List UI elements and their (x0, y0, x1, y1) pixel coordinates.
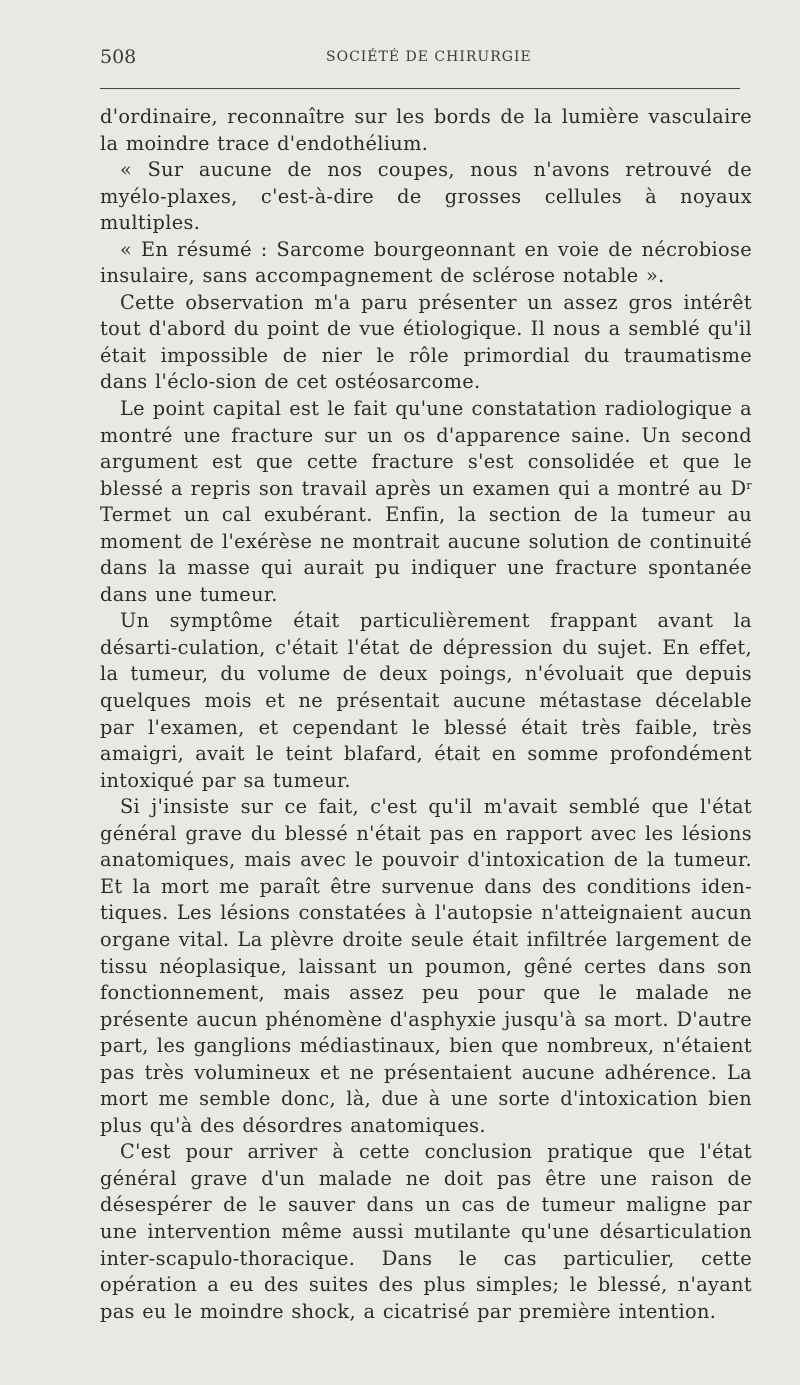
page-number: 508 (100, 46, 137, 68)
paragraph: « Sur aucune de nos coupes, nous n'avons retrouvé de myélo-plaxes, c'est-à-dire de grosses cellules à noyaux multiples. (100, 158, 752, 235)
paragraph: Cette observation m'a paru présenter un assez gros intérêt tout d'abord du point de vue étiologique. Il nous a semblé qu'il était impossible de nier le rôle primordial du traumatisme dans l'éclo-sion de cet ostéosarcome. (100, 290, 752, 394)
paragraph: d'ordinaire, reconnaître sur les bords de la lumière vasculaire la moindre trace d'endothélium. (100, 105, 752, 155)
paragraph-text: Termet un cal exubérant. Enfin, la section de la tumeur au moment de l'exérèse ne montrait aucune solution de continuité dans la masse qui aurait pu indiquer une fracture spontanée dans une tumeur. (100, 503, 752, 606)
page-header (100, 46, 750, 72)
paragraph: « En résumé : Sarcome bourgeonnant en voie de nécrobiose insulaire, sans accompagnement de sclérose notable ». (100, 237, 752, 288)
paragraph (100, 396, 752, 608)
paragraph: Si j'insiste sur ce fait, c'est qu'il m'avait semblé que l'état général grave du blessé n'était pas en rapport avec les lésions anatomiques, mais avec le pouvoir d'intoxication de la tumeur. Et la mort me paraît être survenue dans des conditions iden-tiques. Les lésions constatées à l'autopsie n'atteignaient aucun organe vital. La plèvre droite seule était infiltrée largement de tissu néoplasique, laissant un poumon, gêné certes dans son fonctionnement, mais assez peu pour que le malade ne présente aucun phénomène d'asphyxie jusqu'à sa mort. D'autre part, les ganglions médiastinaux, bien que nombreux, n'étaient pas très volumineux et ne présentaient aucune adhérence. La mort me semble donc, là, due à une sorte d'intoxication bien plus qu'à des désordres anatomiques. (100, 795, 752, 1137)
superscript: r (746, 478, 752, 492)
paragraph: Un symptôme était particulièrement frappant avant la désarti-culation, c'était l'état de dépression du sujet. En effet, la tumeur, du volume de deux poings, n'évoluait que depuis quelques mois et ne présentait aucune métastase décelable par l'examen, et cependant le blessé était très faible, très amaigri, avait le teint blafard, était en somme profondément intoxiqué par sa tumeur. (100, 609, 752, 792)
header-rule (100, 88, 740, 89)
body-text (100, 104, 752, 1325)
paragraph-text: Le point capital est le fait qu'une constatation radiologique a montré une fracture sur un os d'apparence saine. Un second argument est que cette fracture s'est consolidée et que le blessé a repris son travail après un examen qui a montré au D (100, 397, 752, 500)
paragraph: C'est pour arriver à cette conclusion pratique que l'état général grave d'un malade ne doit pas être une raison de désespérer de le sauver dans un cas de tumeur maligne par une intervention même aussi mutilante qu'une désarticulation inter-scapulo-thoracique. Dans le cas particulier, cette opération a eu des suites des plus simples; le blessé, n'ayant pas eu le moindre shock, a cicatrisé par première intention. (100, 1140, 752, 1323)
running-title: SOCIÉTÉ DE CHIRURGIE (326, 49, 532, 65)
